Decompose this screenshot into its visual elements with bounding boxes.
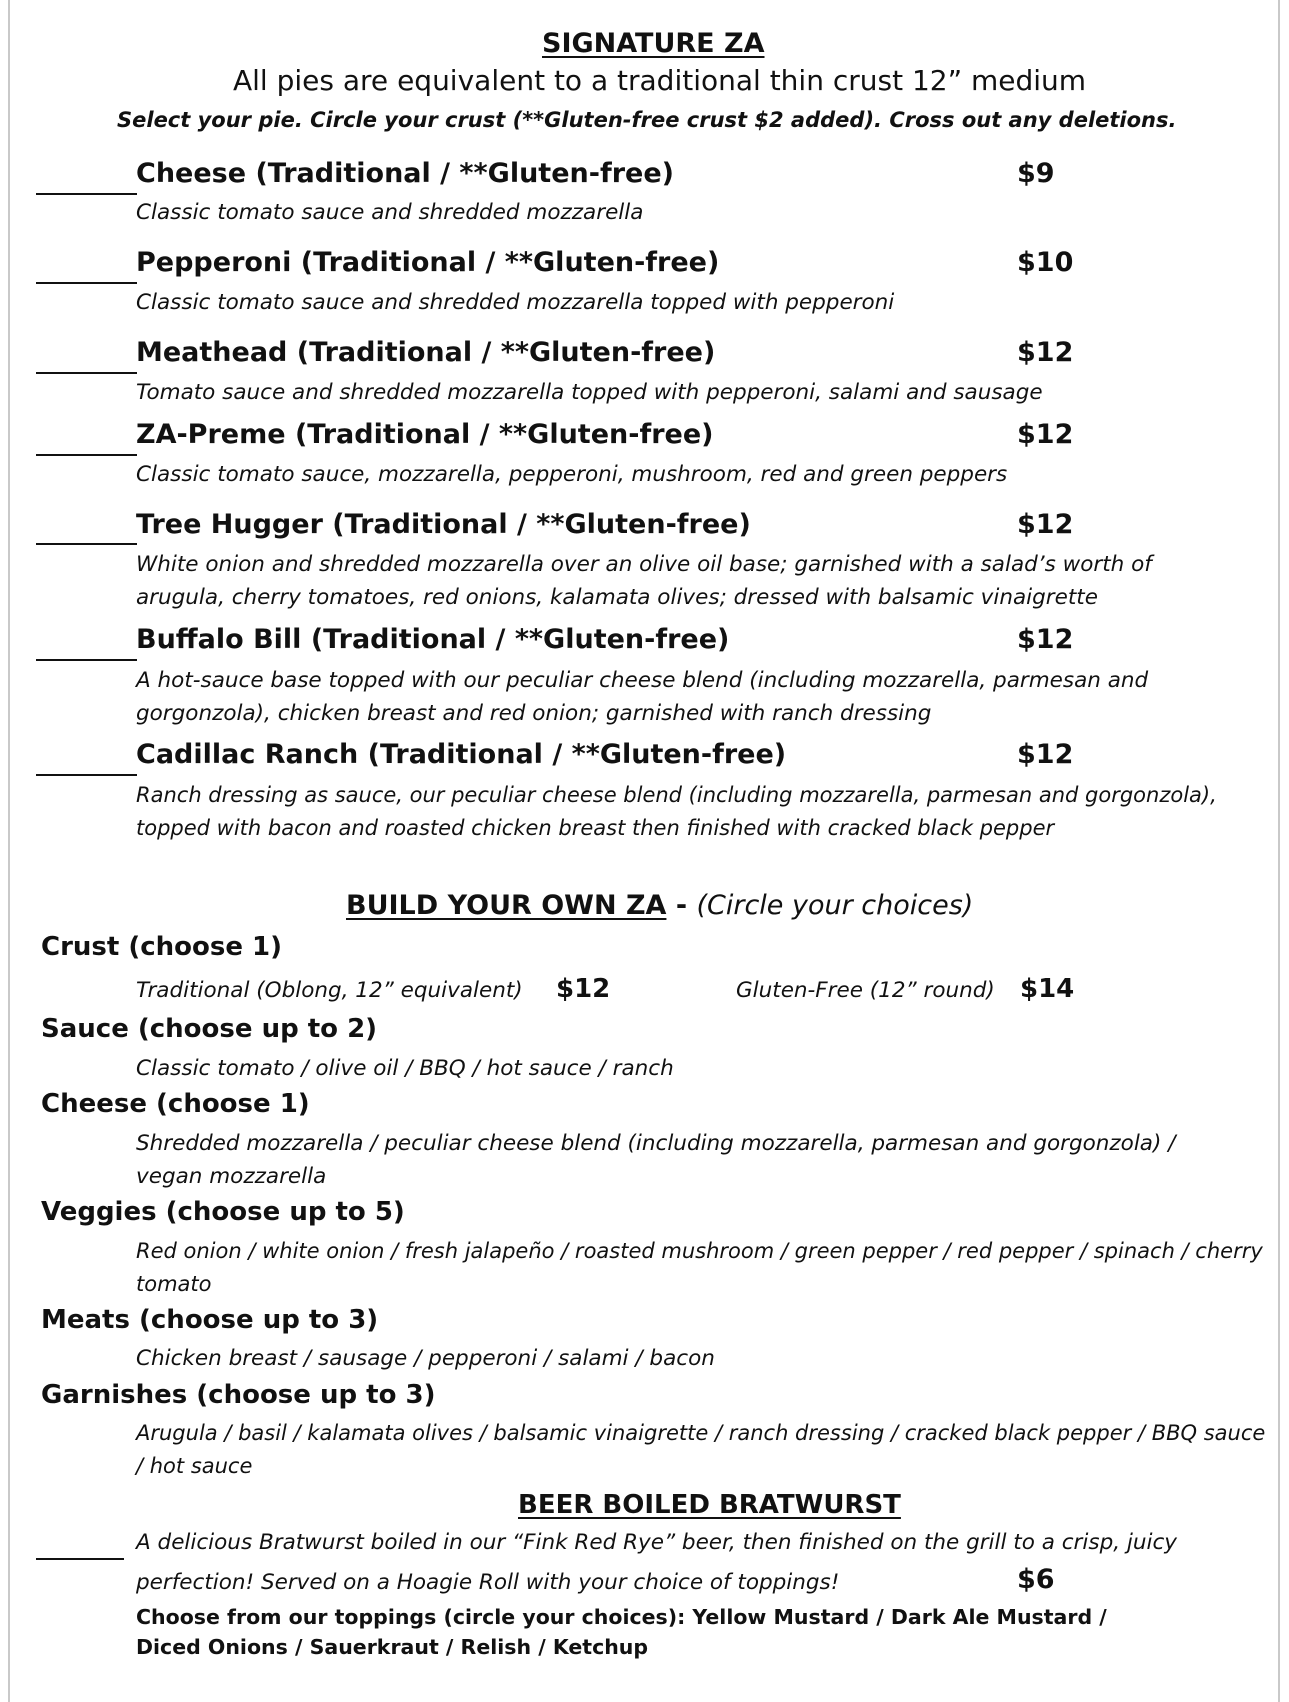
item-name: Meathead (Traditional / **Gluten-free) — [136, 337, 716, 368]
meats-label: Meats (choose up to 3) — [41, 1305, 379, 1335]
quantity-blank[interactable] — [36, 454, 137, 456]
brat-description-line2: perfection! Served on a Hoagie Roll with your choice of toppings! — [136, 1570, 840, 1595]
veggies-options[interactable]: Red onion / white onion / fresh jalapeño / roasted mushroom / green pepper / red pepper / spinach / cherry tomato — [136, 1239, 1263, 1296]
item-price: $12 — [1017, 337, 1074, 368]
brat-description-line1: A delicious Bratwurst boiled in our “Fink Red Rye” beer, then finished on the grill to a crisp, juicy — [136, 1530, 1178, 1555]
item-price: $12 — [1017, 419, 1074, 450]
item-name: ZA-Preme (Traditional / **Gluten-free) — [136, 419, 714, 450]
crust-gluten-free-option[interactable]: Gluten-Free (12” round) — [736, 978, 995, 1003]
item-description: A hot-sauce base topped with our peculiar cheese blend (including mozzarella, parmesan and gorgonzola), chicken breast and red onion; garnished with ranch dressing — [136, 668, 1149, 726]
build-title: BUILD YOUR OWN ZA — [346, 890, 667, 921]
garnishes-label: Garnishes (choose up to 3) — [41, 1380, 436, 1410]
item-name: Pepperoni (Traditional / **Gluten-free) — [136, 247, 720, 278]
quantity-blank[interactable] — [36, 1558, 124, 1560]
menu-page — [8, 0, 1280, 1702]
sauce-label: Sauce (choose up to 2) — [41, 1014, 378, 1044]
item-price: $9 — [1017, 158, 1055, 189]
crust-label: Crust (choose 1) — [41, 932, 283, 962]
item-description: Tomato sauce and shredded mozzarella topped with pepperoni, salami and sausage — [136, 380, 1043, 405]
item-price: $12 — [1017, 739, 1074, 770]
quantity-blank[interactable] — [36, 282, 137, 284]
quantity-blank[interactable] — [36, 372, 137, 374]
quantity-blank[interactable] — [36, 659, 137, 661]
cheese-label: Cheese (choose 1) — [41, 1089, 310, 1119]
meats-options[interactable]: Chicken breast / sausage / pepperoni / salami / bacon — [136, 1346, 715, 1371]
cheese-options[interactable]: Shredded mozzarella / peculiar cheese blend (including mozzarella, parmesan and gorgonzola) / vegan mozzarella — [136, 1131, 1176, 1189]
signature-subtitle: All pies are equivalent to a traditional thin crust 12” medium — [233, 64, 1087, 97]
build-subtitle: (Circle your choices) — [696, 890, 974, 921]
brat-title: BEER BOILED BRATWURST — [518, 1490, 901, 1520]
crust-traditional-price: $12 — [556, 974, 611, 1004]
item-description: Ranch dressing as sauce, our peculiar cheese blend (including mozzarella, parmesan and gorgonzola), topped with bacon and roasted chicken breast then finished with cracked black pepper — [136, 783, 1217, 840]
signature-instructions: Select your pie. Circle your crust (**Gluten-free crust $2 added). Cross out any deletions. — [117, 108, 1177, 132]
quantity-blank[interactable] — [36, 543, 137, 545]
item-price: $10 — [1017, 247, 1074, 278]
item-name: Cheese (Traditional / **Gluten-free) — [136, 158, 674, 189]
signature-title: SIGNATURE ZA — [542, 28, 765, 59]
quantity-blank[interactable] — [36, 774, 137, 776]
item-price: $12 — [1017, 624, 1074, 655]
quantity-blank[interactable] — [36, 193, 137, 195]
crust-gluten-free-price: $14 — [1020, 974, 1075, 1004]
item-name: Cadillac Ranch (Traditional / **Gluten-free) — [136, 739, 787, 770]
item-description: White onion and shredded mozzarella over an olive oil base; garnished with a salad’s worth of arugula, cherry tomatoes, red onions, kalamata olives; dressed with balsamic vinaigrette — [136, 552, 1152, 610]
brat-price: $6 — [1017, 1564, 1055, 1595]
build-heading — [346, 890, 973, 921]
build-separator: - — [666, 890, 697, 921]
garnishes-options[interactable]: Arugula / basil / kalamata olives / balsamic vinaigrette / ranch dressing / cracked black pepper / BBQ sauce / hot sauce — [136, 1421, 1266, 1478]
item-price: $12 — [1017, 509, 1074, 540]
sauce-options[interactable]: Classic tomato / olive oil / BBQ / hot sauce / ranch — [136, 1056, 674, 1081]
item-description: Classic tomato sauce and shredded mozzarella topped with pepperoni — [136, 290, 895, 315]
crust-traditional-option[interactable]: Traditional (Oblong, 12” equivalent) — [136, 978, 523, 1003]
item-description: Classic tomato sauce and shredded mozzarella — [136, 200, 644, 225]
item-name: Buffalo Bill (Traditional / **Gluten-free) — [136, 624, 730, 655]
brat-toppings[interactable]: Choose from our toppings (circle your choices): Yellow Mustard / Dark Ale Mustard / Diced Onions / Sauerkraut / Relish / Ketchup — [136, 1605, 1107, 1659]
item-name: Tree Hugger (Traditional / **Gluten-free) — [136, 509, 751, 540]
veggies-label: Veggies (choose up to 5) — [41, 1197, 405, 1227]
item-description: Classic tomato sauce, mozzarella, pepperoni, mushroom, red and green peppers — [136, 462, 1008, 487]
